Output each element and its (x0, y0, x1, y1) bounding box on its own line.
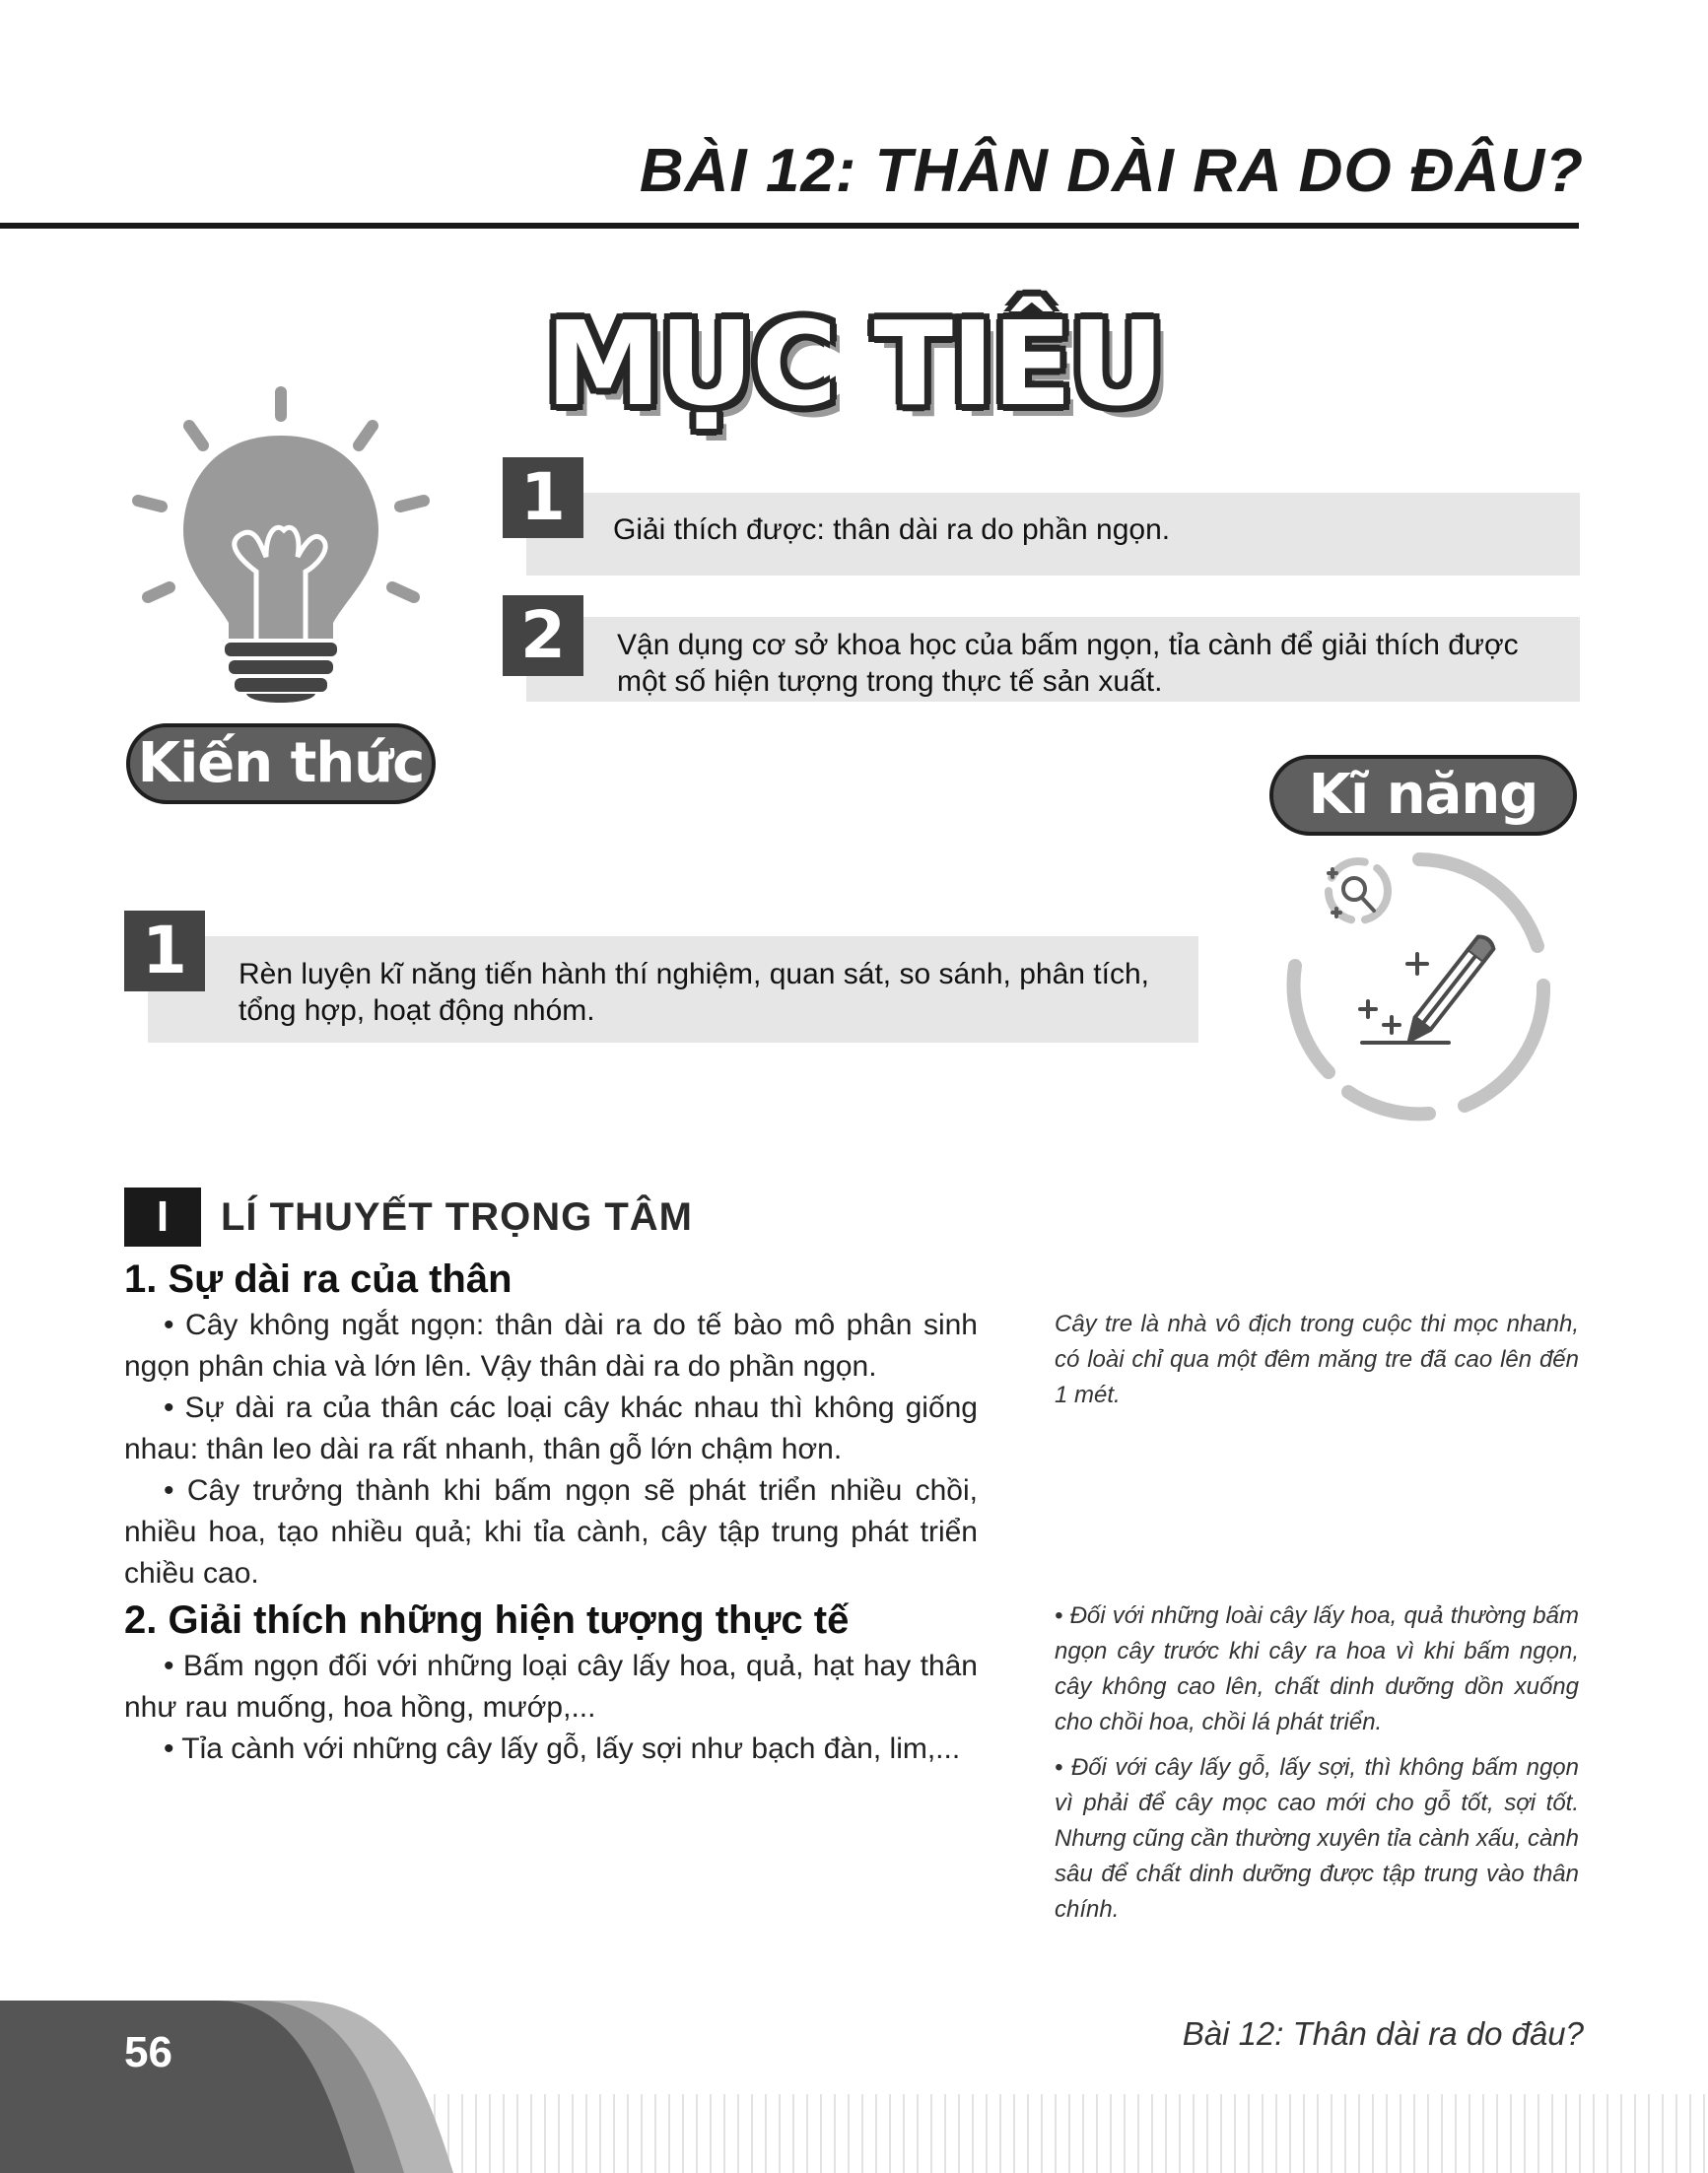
magnifier-icon (1329, 861, 1388, 920)
section-title: LÍ THUYẾT TRỌNG TÂM (221, 1195, 693, 1239)
pencil-icon (1271, 848, 1567, 1128)
sub2-bullet: • Bấm ngọn đối với những loại cây lấy hoa, quả, hạt hay thân như rau muống, hoa hồng, mướp,... (124, 1650, 978, 1724)
light-bulb-icon (118, 374, 444, 710)
knowledge-item-1-number: 1 (503, 457, 583, 538)
knowledge-label: Kiến thức (126, 723, 436, 804)
sub2-bullet: • Tỉa cành với những cây lấy gỗ, lấy sợi như bạch đàn, lim,... (164, 1732, 961, 1765)
side-note-text: Cây tre là nhà vô địch trong cuộc thi mọc nhanh, có loài chỉ qua một đêm măng tre đã cao lên đến 1 mét. (1055, 1311, 1579, 1408)
sub2-heading: 2. Giải thích những hiện tượng thực tế (124, 1598, 850, 1642)
running-title: Bài 12: Thân dài ra do đâu? (1182, 2015, 1584, 2052)
header-rule (0, 223, 1579, 229)
sub1-bullet: • Sự dài ra của thân các loại cây khác nhau thì không giống nhau: thân leo dài ra rất nhanh, thân gỗ lớn chậm hơn. (124, 1392, 978, 1465)
sub1-bullet: • Cây trưởng thành khi bấm ngọn sẽ phát triển nhiều chồi, nhiều hoa, tạo nhiều quả; khi tỉa cành, cây tập trung phát triển chiều cao. (124, 1474, 978, 1590)
sub2-side-notes (1055, 1598, 1579, 1928)
knowledge-item-2-number: 2 (503, 595, 583, 676)
sub1-side-note (1055, 1307, 1579, 1413)
lesson-title: BÀI 12: THÂN DÀI RA DO ĐÂU? (639, 137, 1584, 205)
side-note-text: • Đối với cây lấy gỗ, lấy sợi, thì không bấm ngọn vì phải để cây mọc cao mới cho gỗ tốt, sợi tốt. Nhưng cũng cần thường xuyên tỉa cành xấu, cành sâu để chất dinh dưỡng được tập trung vào thân chính. (1055, 1754, 1579, 1923)
skills-label: Kĩ năng (1269, 755, 1577, 836)
objectives-heading: MỤC TIÊU (545, 296, 1163, 432)
skill-item-1-number: 1 (124, 911, 205, 991)
sub1-bullet: • Cây không ngắt ngọn: thân dài ra do tế bào mô phân sinh ngọn phân chia và lớn lên. Vậy thân dài ra do phần ngọn. (124, 1309, 978, 1383)
sub2-body (124, 1646, 978, 1770)
section-number: I (124, 1188, 201, 1247)
page-number: 56 (124, 2028, 172, 2076)
skill-item-1-text: Rèn luyện kĩ năng tiến hành thí nghiệm, quan sát, so sánh, phân tích, tổng hợp, hoạt động nhóm. (239, 958, 1149, 1027)
sub1-body (124, 1305, 978, 1595)
knowledge-item-2-text: Vận dụng cơ sở khoa học của bấm ngọn, tỉa cành để giải thích được một số hiện tượng trong thực tế sản xuất. (617, 629, 1519, 698)
knowledge-item-1-text: Giải thích được: thân dài ra do phần ngọn. (613, 513, 1171, 546)
sub1-heading: 1. Sự dài ra của thân (124, 1257, 512, 1301)
side-note-text: • Đối với những loài cây lấy hoa, quả thường bấm ngọn cây trước khi cây ra hoa vì khi bấm ngọn, cây không cao lên, chất dinh dưỡng dồn xuống cho chồi hoa, chồi lá phát triển. (1055, 1602, 1579, 1735)
